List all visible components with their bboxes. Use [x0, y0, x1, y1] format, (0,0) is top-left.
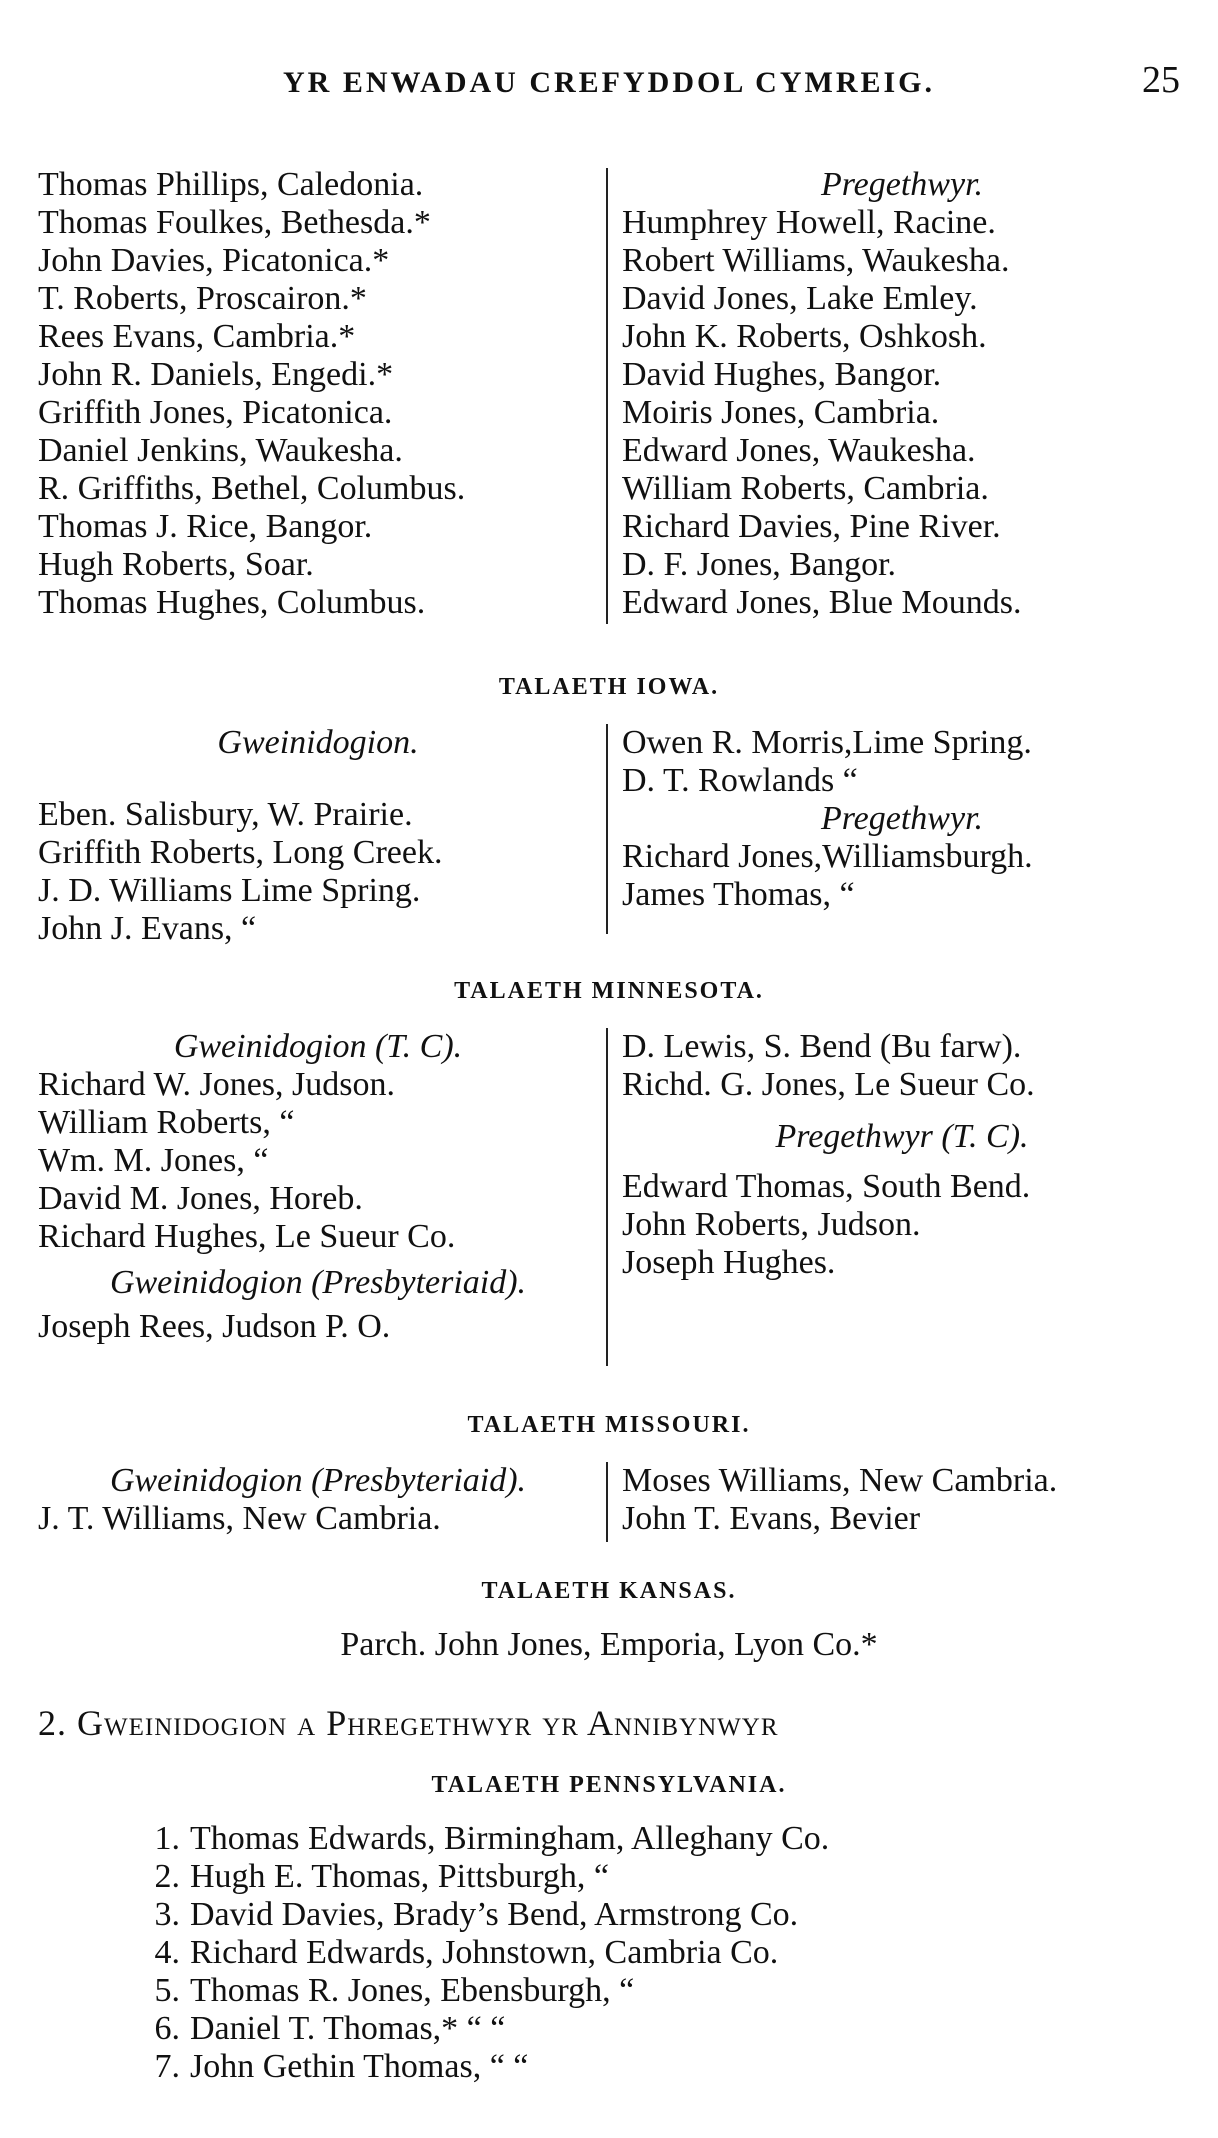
list-item: Thomas Phillips, Caledonia. [38, 166, 424, 203]
list-item: John Roberts, Judson. [622, 1206, 921, 1243]
item-number: 1. [154, 1820, 180, 1857]
list-item: Thomas Hughes, Columbus. [38, 584, 426, 621]
list-item: T. Roberts, Proscairon.* [38, 280, 367, 317]
minnesota-columns [38, 1028, 1180, 1378]
subheading: Gweinidogion (T. C). [173, 1028, 463, 1065]
list-item: D. Lewis, S. Bend (Bu farw). [622, 1028, 1022, 1065]
minnesota-right-column [622, 1028, 1182, 1282]
list-item [130, 1896, 1130, 1934]
item-text: Richard Edwards, Johnstown, Cambria Co. [190, 1934, 779, 1971]
item-text: Daniel T. Thomas,* “ “ [190, 2010, 506, 2047]
item-number: 3. [154, 1896, 180, 1933]
list-item: D. T. Rowlands “ [622, 762, 858, 799]
list-item: Richard Davies, Pine River. [622, 508, 1001, 545]
subheading: Pregethwyr. [820, 800, 984, 837]
list-item: Joseph Hughes. [622, 1244, 836, 1281]
page-number: 25 [1142, 59, 1180, 101]
subheading: Pregethwyr (T. C). [775, 1118, 1029, 1155]
list-item: Daniel Jenkins, Waukesha. [38, 432, 403, 469]
list-item: John R. Daniels, Engedi.* [38, 356, 394, 393]
subheading: Pregethwyr. [820, 166, 984, 203]
list-item: J. D. Williams Lime Spring. [38, 872, 421, 909]
list-item: William Roberts, Cambria. [622, 470, 989, 507]
pennsylvania-list [130, 1820, 1130, 2086]
list-item: Griffith Roberts, Long Creek. [38, 834, 443, 871]
subheading: Gweinidogion (Presbyteriaid). [109, 1462, 527, 1499]
list-item: R. Griffiths, Bethel, Columbus. [38, 470, 466, 507]
list-item: John J. Evans, “ [38, 910, 257, 947]
list-item [130, 1858, 1130, 1896]
item-text: Thomas Edwards, Birmingham, Alleghany Co. [190, 1820, 830, 1857]
list-item: Thomas J. Rice, Bangor. [38, 508, 373, 545]
section-heading-iowa: TALAETH IOWA. [498, 674, 720, 700]
list-item: D. F. Jones, Bangor. [622, 546, 897, 583]
column-divider [606, 1028, 608, 1366]
list-item: John T. Evans, Bevier [622, 1500, 921, 1537]
list-item [130, 1934, 1130, 1972]
list-item [130, 1972, 1130, 2010]
running-header [0, 58, 1218, 102]
list-item: William Roberts, “ [38, 1104, 295, 1141]
list-item: Rees Evans, Cambria.* [38, 318, 356, 355]
list-item: Edward Thomas, South Bend. [622, 1168, 1031, 1205]
list-item: David Jones, Lake Emley. [622, 280, 978, 317]
kansas-entry: Parch. John Jones, Emporia, Lyon Co.* [340, 1626, 878, 1663]
section2-heading: 2. Gweinidogion a Phregethwyr yr Annibynwyr [38, 1703, 779, 1743]
list-item: Humphrey Howell, Racine. [622, 204, 996, 241]
list-item: Hugh Roberts, Soar. [38, 546, 314, 583]
list-item [130, 2048, 1130, 2086]
item-text: David Davies, Brady’s Bend, Armstrong Co. [190, 1896, 799, 1933]
list-item: Richard Hughes, Le Sueur Co. [38, 1218, 456, 1255]
column-divider [606, 168, 608, 624]
list-item [130, 2010, 1130, 2048]
section-heading-pennsylvania: TALAETH PENNSYLVANIA. [431, 1772, 787, 1798]
subheading: Gweinidogion. [217, 724, 419, 761]
section-heading-missouri: TALAETH MISSOURI. [467, 1412, 751, 1438]
item-text: Hugh E. Thomas, Pittsburgh, “ [190, 1858, 610, 1895]
section-heading-kansas: TALAETH KANSAS. [481, 1578, 737, 1604]
list-item: Wm. M. Jones, “ [38, 1142, 269, 1179]
list-item: David M. Jones, Horeb. [38, 1180, 363, 1217]
top-columns [38, 166, 1180, 636]
top-right-column [622, 166, 1182, 622]
iowa-right-column [622, 724, 1182, 914]
item-number: 4. [154, 1934, 180, 1971]
list-item: Richard W. Jones, Judson. [38, 1066, 395, 1103]
running-title: YR ENWADAU CREFYDDOL CYMREIG. [282, 66, 936, 99]
list-item: Thomas Foulkes, Bethesda.* [38, 204, 431, 241]
item-text: John Gethin Thomas, “ “ [190, 2048, 529, 2085]
list-item: Moses Williams, New Cambria. [622, 1462, 1058, 1499]
list-item: Owen R. Morris,Lime Spring. [622, 724, 1032, 761]
list-item: James Thomas, “ [622, 876, 855, 913]
list-item [130, 1820, 1130, 1858]
item-number: 6. [154, 2010, 180, 2047]
list-item: Joseph Rees, Judson P. O. [38, 1308, 391, 1345]
subheading: Gweinidogion (Presbyteriaid). [109, 1264, 527, 1301]
list-item: Robert Williams, Waukesha. [622, 242, 1010, 279]
missouri-columns [38, 1462, 1180, 1552]
column-divider [606, 724, 608, 934]
iowa-columns [38, 724, 1180, 947]
missouri-right-column [622, 1462, 1182, 1538]
item-number: 7. [154, 2048, 180, 2085]
list-item: Griffith Jones, Picatonica. [38, 394, 393, 431]
list-item: Eben. Salisbury, W. Prairie. [38, 796, 413, 833]
list-item: Richard Jones,Williamsburgh. [622, 838, 1033, 875]
list-item: John Davies, Picatonica.* [38, 242, 390, 279]
iowa-left-column [38, 724, 598, 948]
list-item: John K. Roberts, Oshkosh. [622, 318, 987, 355]
item-text: Thomas R. Jones, Ebensburgh, “ [190, 1972, 635, 2009]
section-heading-minnesota: TALAETH MINNESOTA. [454, 978, 764, 1004]
list-item: David Hughes, Bangor. [622, 356, 942, 393]
list-item: Moiris Jones, Cambria. [622, 394, 940, 431]
minnesota-left-column [38, 1028, 598, 1346]
list-item: Edward Jones, Blue Mounds. [622, 584, 1022, 621]
item-number: 2. [154, 1858, 180, 1895]
top-left-column [38, 166, 598, 622]
missouri-left-column [38, 1462, 598, 1538]
list-item: Edward Jones, Waukesha. [622, 432, 976, 469]
item-number: 5. [154, 1972, 180, 2009]
list-item: J. T. Williams, New Cambria. [38, 1500, 441, 1537]
list-item: Richd. G. Jones, Le Sueur Co. [622, 1066, 1035, 1103]
column-divider [606, 1462, 608, 1542]
